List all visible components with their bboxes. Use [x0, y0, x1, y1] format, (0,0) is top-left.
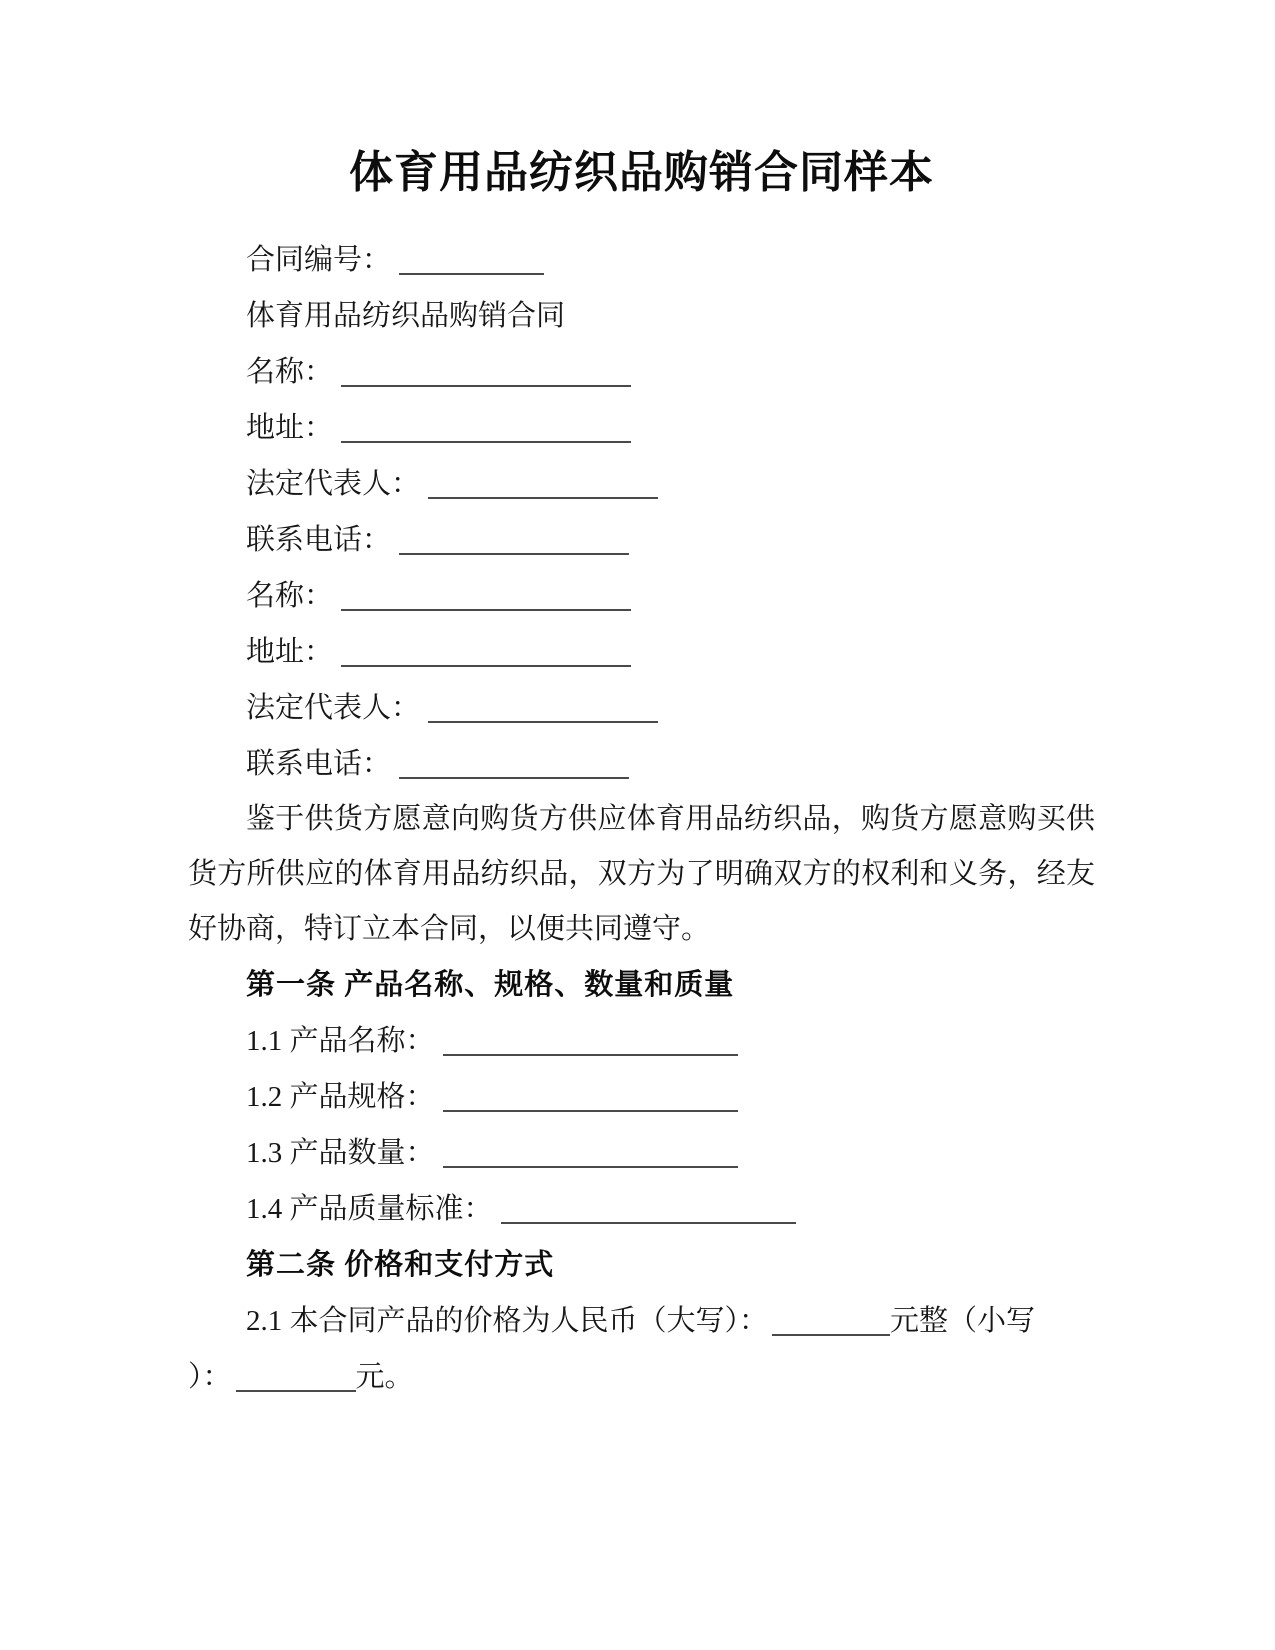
party-a-address-row: [188, 400, 1095, 456]
party-a-name-label: 名称：: [246, 356, 334, 388]
party-b-legal-rep-label: 法定代表人：: [246, 692, 421, 724]
item-1-4-blank-line: [501, 1192, 796, 1224]
clause-2-1-line-1: [188, 1293, 1095, 1349]
item-1-4-row: [188, 1181, 1095, 1237]
party-a-legal-rep-blank-line: [428, 467, 658, 499]
party-a-phone-row: [188, 512, 1095, 568]
item-1-1-row: [188, 1013, 1095, 1069]
clause-2-1-text-prefix: 2.1 本合同产品的价格为人民币（大写）：: [246, 1305, 769, 1337]
clause-2-1-wrap-prefix: ）：: [188, 1361, 232, 1393]
item-1-2-blank-line: [443, 1080, 738, 1112]
party-b-address-row: [188, 624, 1095, 680]
party-b-name-row: [188, 568, 1095, 624]
party-a-legal-rep-row: [188, 456, 1095, 512]
party-a-legal-rep-label: 法定代表人：: [246, 468, 421, 500]
clause-2-1-text-suffix: 元整（小写: [890, 1305, 1036, 1337]
contract-number-label: 合同编号：: [246, 244, 392, 276]
item-1-3-blank-line: [443, 1136, 738, 1168]
item-1-1-label: 1.1 产品名称：: [246, 1025, 435, 1057]
item-1-3-label: 1.3 产品数量：: [246, 1137, 435, 1169]
item-1-4-label: 1.4 产品质量标准：: [246, 1193, 493, 1225]
page-title: 体育用品纺织品购销合同样本: [349, 148, 934, 197]
price-figures-blank-line: [236, 1360, 356, 1392]
contract-number-row: [188, 232, 1095, 288]
item-1-2-label: 1.2 产品规格：: [246, 1081, 435, 1113]
party-b-legal-rep-blank-line: [428, 691, 658, 723]
item-1-2-row: [188, 1069, 1095, 1125]
article-1-heading: 第一条 产品名称、规格、数量和质量: [246, 969, 735, 1001]
party-a-name-blank-line: [341, 355, 631, 387]
price-capital-blank-line: [772, 1304, 890, 1336]
party-b-phone-row: [188, 736, 1095, 792]
document-subtitle: 体育用品纺织品购销合同: [246, 300, 566, 332]
party-b-phone-label: 联系电话：: [246, 748, 392, 780]
item-1-1-blank-line: [443, 1024, 738, 1056]
party-b-name-blank-line: [341, 579, 631, 611]
party-a-address-label: 地址：: [246, 412, 334, 444]
item-1-3-row: [188, 1125, 1095, 1181]
party-b-phone-blank-line: [399, 747, 629, 779]
article-2-heading: 第二条 价格和支付方式: [246, 1249, 555, 1281]
preamble-paragraph: 鉴于供货方愿意向购货方供应体育用品纺织品，购货方愿意购买供货方所供应的体育用品纺织品，双方为了明确双方的权利和义务，经友好协商，特订立本合同，以便共同遵守。: [188, 803, 1095, 945]
party-b-legal-rep-row: [188, 680, 1095, 736]
party-b-address-blank-line: [341, 635, 631, 667]
party-b-address-label: 地址：: [246, 636, 334, 668]
party-a-address-blank-line: [341, 411, 631, 443]
party-a-name-row: [188, 344, 1095, 400]
party-a-phone-blank-line: [399, 523, 629, 555]
clause-2-1-line-2: [188, 1349, 1095, 1405]
contract-number-blank-line: [399, 243, 544, 275]
clause-2-1-wrap-suffix: 元。: [355, 1361, 414, 1393]
party-a-phone-label: 联系电话：: [246, 524, 392, 556]
party-b-name-label: 名称：: [246, 580, 334, 612]
